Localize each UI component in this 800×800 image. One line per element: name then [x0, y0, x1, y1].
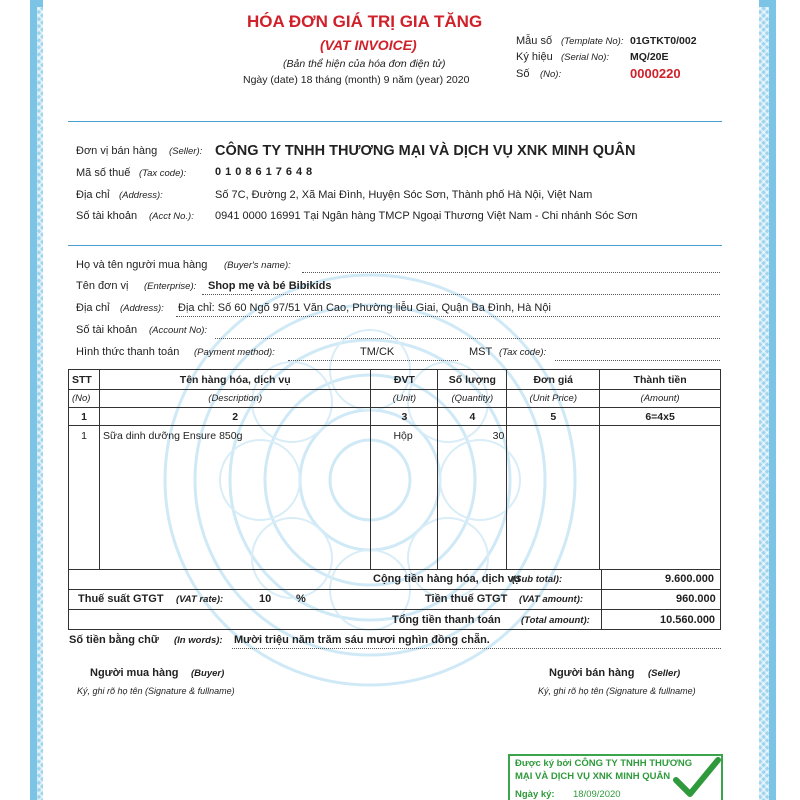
table-header-row: [69, 370, 721, 390]
buyer-mst-label-en: (Tax code):: [499, 347, 547, 358]
subtotal-value: 9.600.000: [665, 573, 714, 585]
index-row: [69, 408, 721, 426]
seller-tax-code: 0108617648: [215, 166, 317, 178]
buyer-name-label-en: (Buyer's name):: [224, 260, 291, 271]
buyer-address: Địa chỉ: Số 60 Ngõ 97/51 Văn Cao, Phường liễu Giai, Quận Ba Đình, Hà Nội: [178, 302, 551, 314]
dotted-line: [176, 316, 720, 317]
seller-tax-label-en: (Tax code):: [139, 168, 187, 179]
seller-account: 0941 0000 16991 Tại Ngân hàng TMCP Ngoại Thương Việt Nam - Chi nhánh Sóc Sơn: [215, 210, 638, 222]
seller-acct-label: Số tài khoản: [76, 210, 138, 222]
index-cell: 1: [69, 408, 100, 426]
dotted-line: [288, 360, 458, 361]
divider: [68, 589, 721, 590]
divider: [68, 245, 722, 246]
seller-address: Số 7C, Đường 2, Xã Mai Đình, Huyện Sóc Sơn, Thành phố Hà Nội, Việt Nam: [215, 189, 593, 201]
template-value: 01GTKT0/002: [630, 35, 697, 47]
invoice-number: 0000220: [630, 66, 681, 81]
col-header-desc-en: (Description): [99, 390, 370, 408]
buyer-acct-label: Số tài khoản: [76, 324, 138, 336]
table-row: [69, 426, 721, 570]
buyer-sign-label-en: (Buyer): [191, 668, 225, 679]
seller-tax-label: Mã số thuế: [76, 167, 131, 179]
vat-amount-value: 960.000: [676, 593, 716, 605]
col-header-price: Đơn giá: [507, 370, 600, 390]
table-header-en-row: [69, 390, 721, 408]
invoice-subtitle: (VAT INVOICE): [320, 37, 417, 53]
col-header-price-en: (Unit Price): [507, 390, 600, 408]
vat-percent: %: [296, 593, 306, 605]
seller-acct-label-en: (Acct No.):: [149, 211, 194, 222]
seller-name-label-en: (Seller):: [169, 146, 203, 157]
seller-sign-label-en: (Seller): [648, 668, 681, 679]
buyer-mst-label: MST: [469, 346, 493, 358]
seller-address-label: Địa chỉ: [76, 189, 110, 201]
invoice-date: Ngày (date) 18 tháng (month) 9 năm (year) 2020: [243, 74, 470, 86]
subtotal-label: Cộng tiền hàng hóa, dịch vụ: [373, 573, 521, 585]
row-unit: Hộp: [371, 426, 438, 570]
serial-value: MQ/20E: [630, 51, 669, 63]
buyer-unit-label-en: (Enterprise):: [144, 281, 197, 292]
index-cell: 5: [507, 408, 600, 426]
row-price: [507, 426, 600, 570]
total-label-en: (Total amount):: [521, 615, 590, 626]
total-value: 10.560.000: [660, 614, 716, 626]
col-header-amount: Thành tiền: [600, 370, 721, 390]
checkmark-icon: [672, 756, 722, 800]
invoice-note: (Bản thể hiện của hóa đơn điện tử): [283, 58, 446, 70]
buyer-unit-label: Tên đơn vị: [76, 280, 129, 292]
buyer-acct-label-en: (Account No):: [149, 325, 208, 336]
index-cell: 6=4x5: [600, 408, 721, 426]
col-header-desc: Tên hàng hóa, dịch vụ: [99, 370, 370, 390]
col-header-qty: Số lượng: [438, 370, 507, 390]
no-label: Số: [516, 68, 530, 80]
total-label: Tổng tiền thanh toán: [392, 614, 501, 626]
buyer-sign-label: Người mua hàng: [90, 667, 179, 679]
template-label: Mẫu số: [516, 35, 553, 47]
signed-date: 18/09/2020: [573, 789, 621, 800]
amount-in-words: Mười triệu năm trăm sáu mươi nghìn đồng chẵn.: [234, 634, 490, 646]
no-label-en: (No):: [540, 69, 562, 80]
items-table: [68, 369, 721, 570]
serial-label-en: (Serial No):: [561, 52, 610, 63]
dotted-line: [202, 294, 720, 295]
index-cell: 4: [438, 408, 507, 426]
dotted-line: [232, 648, 721, 649]
divider: [601, 569, 602, 630]
dotted-line: [555, 360, 720, 361]
col-header-unit: ĐVT: [371, 370, 438, 390]
vat-rate-value: 10: [259, 593, 272, 605]
vat-rate-label-en: (VAT rate):: [176, 594, 224, 605]
buyer-address-label: Địa chỉ: [76, 302, 110, 314]
row-amount: [600, 426, 721, 570]
payment-label-en: (Payment method):: [194, 347, 275, 358]
col-header-amount-en: (Amount): [600, 390, 721, 408]
seller-address-label-en: (Address):: [119, 190, 163, 201]
vat-amount-label-en: (VAT amount):: [519, 594, 584, 605]
vat-amount-label: Tiền thuế GTGT: [425, 593, 508, 605]
signed-date-label: Ngày ký:: [515, 789, 555, 800]
signed-by-line2: MẠI VÀ DỊCH VỤ XNK MINH QUÂN: [515, 771, 671, 782]
subtotal-label-en: (Sub total):: [512, 574, 563, 585]
seller-name-label: Đơn vị bán hàng: [76, 145, 158, 157]
words-label: Số tiền bằng chữ: [69, 634, 159, 646]
payment-method: TM/CK: [360, 346, 395, 358]
vat-rate-label: Thuế suất GTGT: [78, 593, 164, 605]
col-header-no-en: (No): [69, 390, 100, 408]
divider: [68, 609, 721, 610]
seller-sign-note: Ký, ghi rõ họ tên (Signature & fullname): [538, 686, 696, 696]
buyer-unit: Shop mẹ và bé Bibikids: [208, 280, 332, 292]
dotted-line: [215, 338, 720, 339]
payment-label: Hình thức thanh toán: [76, 346, 180, 358]
col-header-unit-en: (Unit): [371, 390, 438, 408]
words-label-en: (In words):: [174, 635, 223, 646]
row-desc: Sữa dinh dưỡng Ensure 850g: [99, 426, 370, 570]
seller-sign-label: Người bán hàng: [549, 667, 635, 679]
index-cell: 2: [99, 408, 370, 426]
invoice-title: HÓA ĐƠN GIÁ TRỊ GIA TĂNG: [247, 12, 483, 31]
seller-name: CÔNG TY TNHH THƯƠNG MẠI VÀ DỊCH VỤ XNK MINH QUÂN: [215, 143, 636, 159]
dotted-line: [302, 272, 720, 273]
signed-by-line1: Được ký bởi CÔNG TY TNHH THƯƠNG: [515, 758, 693, 769]
serial-label: Ký hiệu: [516, 51, 553, 63]
buyer-name-label: Họ và tên người mua hàng: [76, 259, 208, 271]
row-qty: 30: [438, 426, 507, 570]
col-header-no: STT: [69, 370, 100, 390]
buyer-address-label-en: (Address):: [120, 303, 164, 314]
row-no: 1: [69, 426, 100, 570]
buyer-sign-note: Ký, ghi rõ họ tên (Signature & fullname): [77, 686, 235, 696]
col-header-qty-en: (Quantity): [438, 390, 507, 408]
template-label-en: (Template No):: [561, 36, 624, 47]
divider: [68, 121, 722, 122]
index-cell: 3: [371, 408, 438, 426]
